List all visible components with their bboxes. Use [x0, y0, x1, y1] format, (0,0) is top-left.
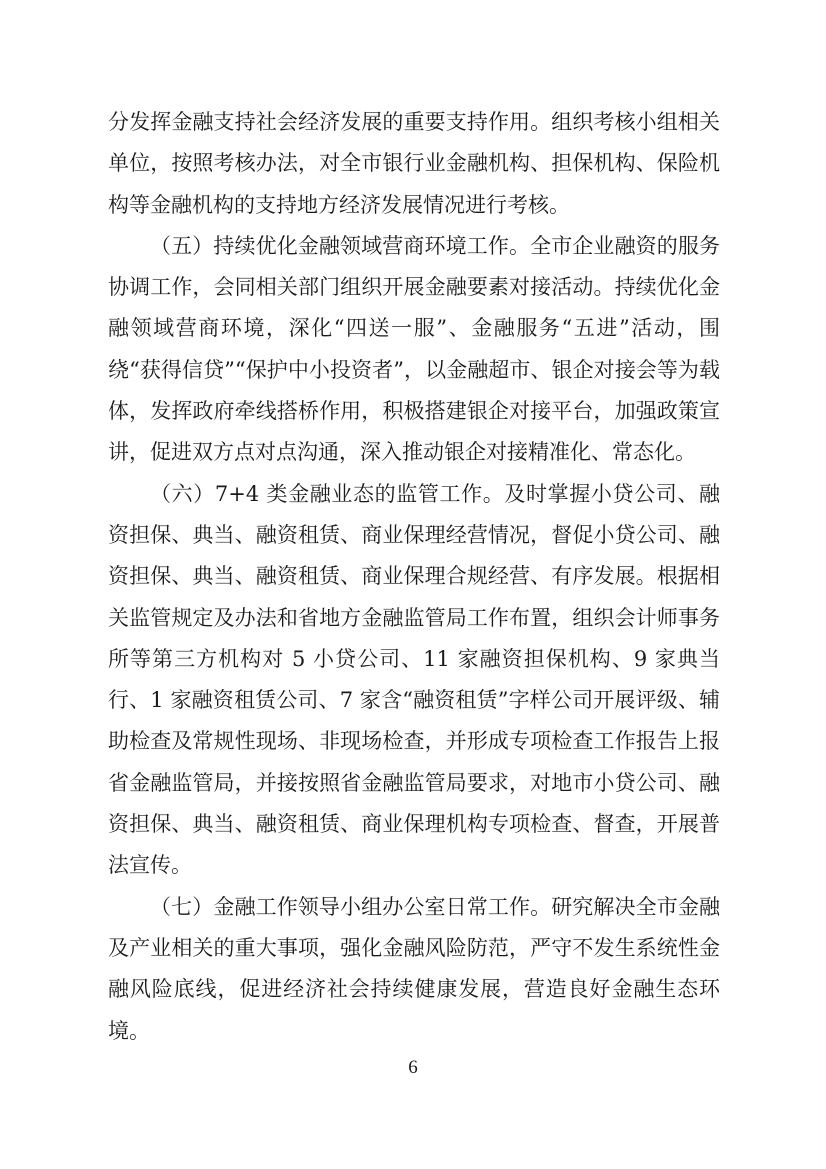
- paragraph-section-7: （七）金融工作领导小组办公室日常工作。研究解决全市金融及产业相关的重大事项，强化金融风险防范，严守不发生系统性金融风险底线，促进经济社会持续健康发展，营造良好金融生态环境。: [108, 894, 720, 1043]
- paragraph-continuation: 分发挥金融支持社会经济发展的重要支持作用。组织考核小组相关单位，按照考核办法，对全市银行业金融机构、担保机构、保险机构等金融机构的支持地方经济发展情况进行考核。: [108, 110, 720, 217]
- body-text: [108, 102, 720, 1052]
- paragraph-section-5: （五）持续优化金融领域营商环境工作。全市企业融资的服务协调工作，会同相关部门组织开展金融要素对接活动。持续优化金融领域营商环境，深化“四送一服”、金融服务“五进”活动，围绕“获得信贷”“保护中小投资者”，以金融超市、银企对接会等为载体，发挥政府牵线搭桥作用，积极搭建银企对接平台，加强政策宣讲，促进双方点对点沟通，深入推动银企对接精准化、常态化。: [108, 233, 720, 465]
- paragraph-section-6: （六）7+4 类金融业态的监管工作。及时掌握小贷公司、融资担保、典当、融资租赁、商业保理经营情况，督促小贷公司、融资担保、典当、融资租赁、商业保理合规经营、有序发展。根据相关监管规定及办法和省地方金融监管局工作布置，组织会计师事务所等第三方机构对 5 小贷公司、11 家融资担保机构、9 家典当行、1 家融资租赁公司、7 家含“融资租赁”字样公司开展评级、辅助检查及常规性现场、非现场检查，并形成专项检查工作报告上报省金融监管局，并接按照省金融监管局要求，对地市小贷公司、融资担保、典当、融资租赁、商业保理机构专项检查、督查，开展普法宣传。: [108, 481, 720, 878]
- page-number: 6: [408, 1057, 418, 1078]
